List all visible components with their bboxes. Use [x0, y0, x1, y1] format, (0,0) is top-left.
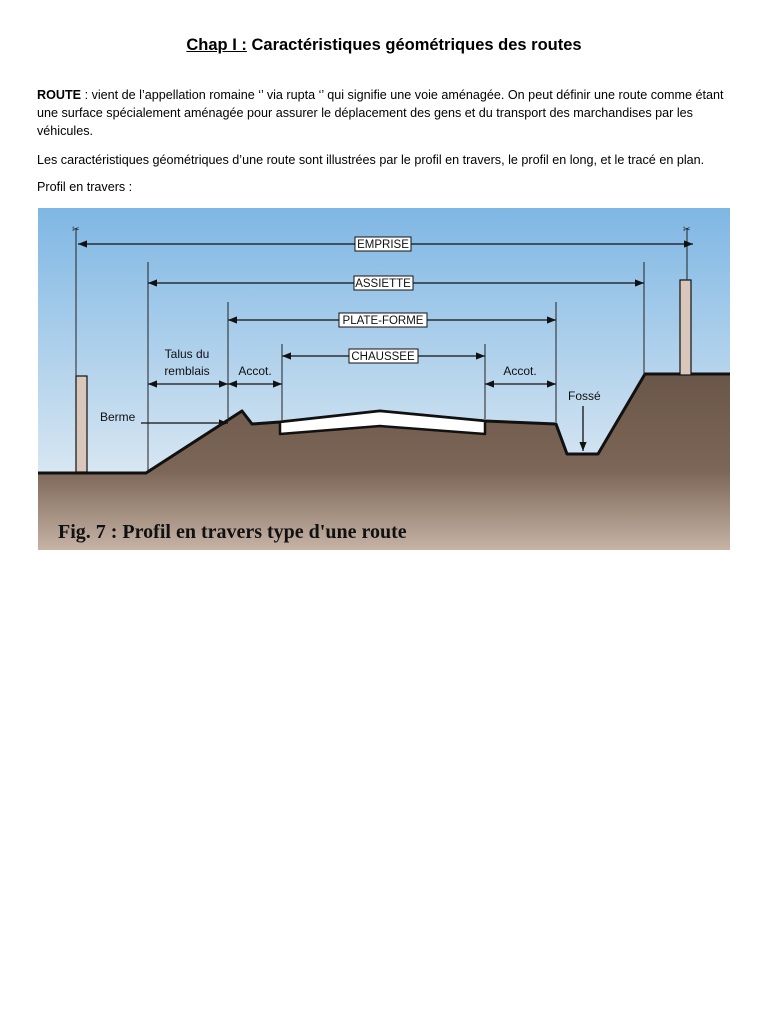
characteristics-paragraph: Les caractéristiques géométriques d’une route sont illustrées par le profil en travers, le profil en long, et le tracé en plan.: [37, 153, 705, 167]
chapter-label: Chap I :: [186, 36, 247, 54]
emprise-right-tick: ✂: [683, 225, 691, 235]
route-definition-paragraph: [37, 86, 737, 140]
emprise-left-tick: ✂: [72, 225, 80, 235]
left-boundary-post: [76, 376, 87, 472]
page-title: [0, 36, 768, 55]
plate-forme-label: PLATE-FORME: [342, 315, 424, 327]
route-definition-text: : vient de l’appellation romaine ‘’ via rupta ‘’ qui signifie une voie aménagée. On peut définir une route comme étant une surface spécialement aménagée pour assurer le déplacement des gens et du transport des marchandises par les véhicules.: [37, 88, 724, 138]
emprise-label: EMPRISE: [357, 239, 409, 251]
chaussee-label: CHAUSSEE: [351, 351, 415, 363]
talus-label-line1: Talus du: [164, 347, 210, 361]
route-term: ROUTE: [37, 88, 82, 102]
accot-right-label: Accot.: [503, 364, 537, 378]
berme-label: Berme: [100, 410, 136, 424]
assiette-label: ASSIETTE: [355, 278, 411, 290]
talus-label-line2: remblais: [164, 364, 210, 378]
section-label: Profil en travers :: [37, 180, 133, 194]
figure-caption: Fig. 7 : Profil en travers type d'une route: [58, 521, 407, 543]
fosse-label: Fossé: [568, 389, 601, 403]
chapter-title: Caractéristiques géométriques des routes: [246, 36, 582, 54]
right-boundary-post: [680, 280, 691, 375]
cross-section-figure: [38, 208, 730, 550]
cross-section-diagram: [38, 208, 730, 550]
accot-left-label: Accot.: [238, 364, 272, 378]
